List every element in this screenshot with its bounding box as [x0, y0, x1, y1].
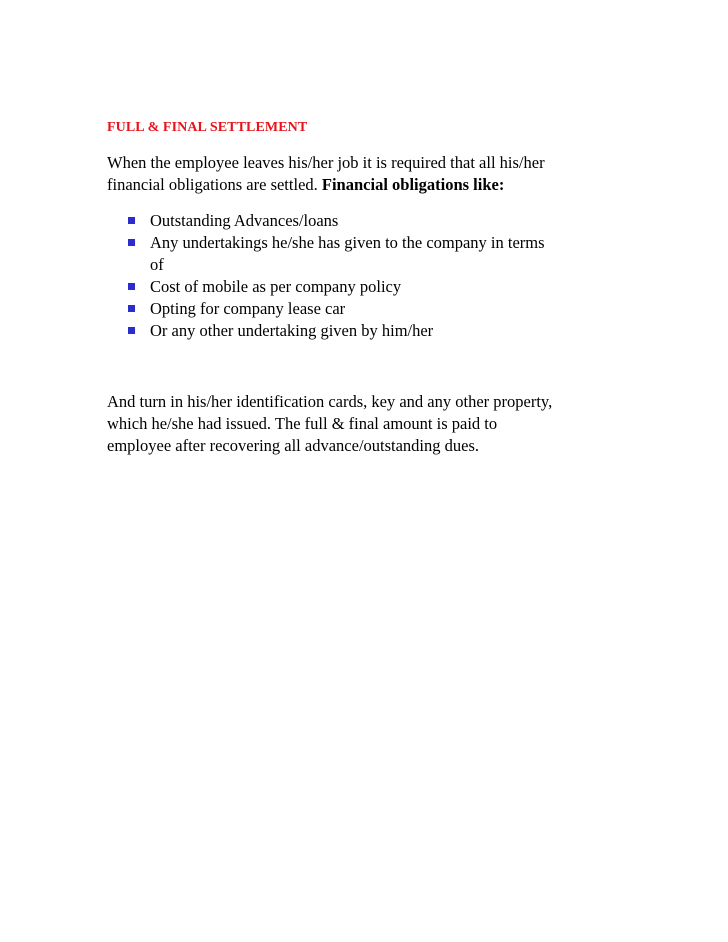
list-item — [128, 232, 545, 276]
closing-line: which he/she had issued. The full & final amount is paid to — [107, 414, 498, 433]
obligations-list — [128, 210, 545, 342]
intro-line-2-text: financial obligations are settled. — [107, 175, 322, 194]
list-item-text: Or any other undertaking given by him/her — [150, 321, 434, 340]
intro-paragraph — [107, 152, 627, 196]
list-item — [128, 210, 545, 232]
list-item-text: Any undertakings he/she has given to the company in terms — [150, 233, 545, 252]
closing-line: And turn in his/her identification cards, key and any other property, — [107, 392, 553, 411]
square-bullet-icon — [128, 239, 135, 246]
list-item-text: Cost of mobile as per company policy — [150, 277, 402, 296]
list-item-text: Opting for company lease car — [150, 299, 346, 318]
list-item — [128, 298, 545, 320]
list-item-text: Outstanding Advances/loans — [150, 211, 339, 230]
square-bullet-icon — [128, 217, 135, 224]
square-bullet-icon — [128, 283, 135, 290]
square-bullet-icon — [128, 327, 135, 334]
list-item — [128, 320, 545, 342]
list-item — [128, 276, 545, 298]
square-bullet-icon — [128, 305, 135, 312]
closing-paragraph — [107, 391, 627, 457]
closing-line: employee after recovering all advance/outstanding dues. — [107, 436, 480, 455]
section-heading: FULL & FINAL SETTLEMENT — [107, 120, 308, 135]
intro-line-2 — [107, 174, 627, 196]
intro-line-1: When the employee leaves his/her job it is required that all his/her — [107, 153, 545, 172]
intro-line-2-bold: Financial obligations like: — [321, 175, 505, 194]
list-item-continuation: of — [150, 255, 164, 274]
